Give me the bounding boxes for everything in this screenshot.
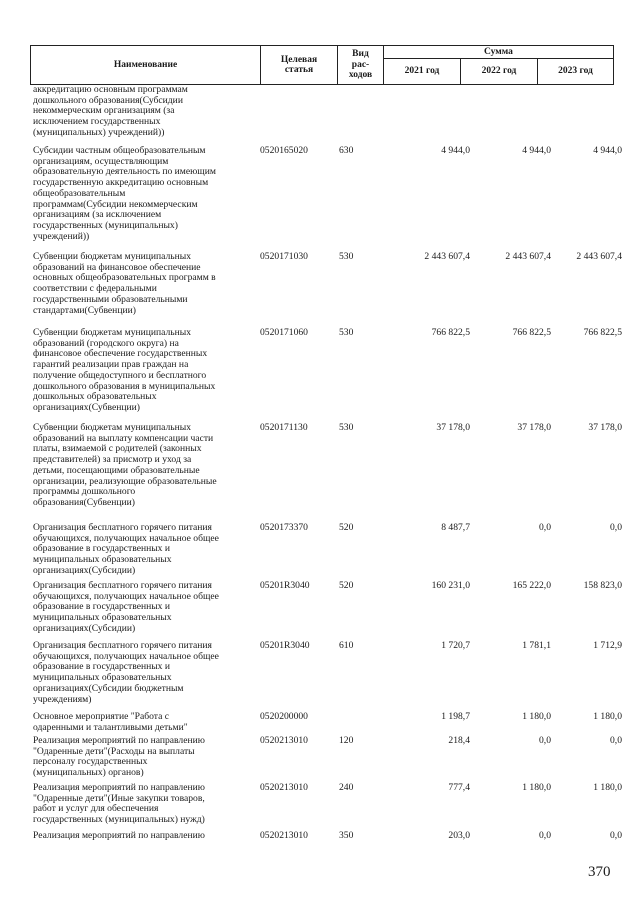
- row-code: 05201R3040: [260, 640, 310, 651]
- row-2022: 1 781,1: [522, 640, 551, 651]
- row-2021: 8 487,7: [441, 522, 470, 533]
- header-target-article: Целевая статья: [260, 45, 338, 85]
- row-2023: 37 178,0: [588, 422, 622, 433]
- row-name: Организация бесплатного горячего питания обучающихся, получающих начальное общее образование в государственных и муниципальных образовательных организациях(Субсидии бюджетным учреждениям): [33, 640, 219, 705]
- row-2022: 0,0: [539, 522, 551, 533]
- row-kind: 610: [339, 640, 354, 651]
- row-kind: 120: [339, 735, 354, 746]
- row-code: 0520200000: [260, 711, 308, 722]
- row-name: Реализация мероприятий по направлению "Одаренные дети"(Расходы на выплаты персоналу государственных (муниципальных) органов): [33, 735, 205, 779]
- row-2023: 1 180,0: [593, 711, 622, 722]
- row-code: 05201R3040: [260, 580, 310, 591]
- table-row: [30, 422, 622, 523]
- table-row: [30, 735, 622, 783]
- row-2021: 777,4: [448, 782, 470, 793]
- row-code: 0520213010: [260, 830, 308, 841]
- row-2022: 1 180,0: [522, 782, 551, 793]
- row-2023: 766 822,5: [583, 327, 622, 338]
- row-name: Организация бесплатного горячего питания обучающихся, получающих начальное общее образование в государственных и муниципальных образовательных организациях(Субсидии): [33, 522, 219, 576]
- row-name: Реализация мероприятий по направлению: [33, 830, 205, 841]
- header-2023: 2023 год: [537, 58, 614, 85]
- table-row: [30, 251, 622, 328]
- row-2022: 4 944,0: [522, 145, 551, 156]
- row-name: Субвенции бюджетам муниципальных образований (городского округа) на финансовое обеспечение государственных гарантий реализации прав граждан на получение общедоступного и бесплатного дошкольного образования в муниципальных дошкольных образовательных организациях(Субвенции): [33, 327, 216, 413]
- table-row: [30, 327, 622, 423]
- row-kind: 530: [339, 327, 354, 338]
- row-code: 0520213010: [260, 735, 308, 746]
- row-2022: 2 443 607,4: [505, 251, 551, 262]
- row-kind: 240: [339, 782, 354, 793]
- row-code: 0520171130: [260, 422, 308, 433]
- header-2022: 2022 год: [460, 58, 538, 85]
- header-name: Наименование: [30, 45, 261, 85]
- row-code: 0520171030: [260, 251, 308, 262]
- row-2023: 0,0: [610, 522, 622, 533]
- row-2023: 0,0: [610, 830, 622, 841]
- row-kind: 530: [339, 251, 354, 262]
- row-name: Организация бесплатного горячего питания обучающихся, получающих начальное общее образование в государственных и муниципальных образовательных организациях(Субсидии): [33, 580, 219, 634]
- row-2022: 766 822,5: [512, 327, 551, 338]
- row-2021: 1 198,7: [441, 711, 470, 722]
- row-kind: 520: [339, 580, 354, 591]
- row-code: 0520213010: [260, 782, 308, 793]
- table-row: [30, 580, 622, 641]
- row-2021: 160 231,0: [431, 580, 470, 591]
- row-2022: 165 222,0: [512, 580, 551, 591]
- row-kind: 350: [339, 830, 354, 841]
- table-row: [30, 85, 614, 146]
- row-2021: 2 443 607,4: [424, 251, 470, 262]
- row-2021: 766 822,5: [431, 327, 470, 338]
- row-2022: 0,0: [539, 735, 551, 746]
- row-name: Субвенции бюджетам муниципальных образований на выплату компенсации части платы, взимаемой с родителей (законных представителей) за присмотр и уход за детьми, посещающими образовательные организации, реализующие образовательные программы дошкольного образования(Субвенции): [33, 422, 217, 508]
- row-kind: 630: [339, 145, 354, 156]
- row-kind: 520: [339, 522, 354, 533]
- row-2021: 37 178,0: [436, 422, 470, 433]
- row-2022: 37 178,0: [517, 422, 551, 433]
- row-name: Реализация мероприятий по направлению "Одаренные дети"(Иные закупки товаров, работ и услуг для обеспечения государственных (муниципальных) нужд): [33, 782, 205, 826]
- row-code: 0520171060: [260, 327, 308, 338]
- row-2023: 158 823,0: [583, 580, 622, 591]
- row-2021: 4 944,0: [441, 145, 470, 156]
- row-2021: 218,4: [448, 735, 470, 746]
- row-2022: 1 180,0: [522, 711, 551, 722]
- row-2022: 0,0: [539, 830, 551, 841]
- row-2023: 0,0: [610, 735, 622, 746]
- row-code: 0520173370: [260, 522, 308, 533]
- row-2023: 2 443 607,4: [576, 251, 622, 262]
- row-name: аккредитацию основным программам дошкольного образования(Субсидии некоммерческим организациям (за исключением государственных (муниципальных) учреждений)): [33, 84, 188, 138]
- row-kind: 530: [339, 422, 354, 433]
- header-2021: 2021 год: [383, 58, 461, 85]
- row-2023: 1 180,0: [593, 782, 622, 793]
- table-header: [30, 45, 614, 85]
- row-2023: 4 944,0: [593, 145, 622, 156]
- table-row: [30, 782, 622, 831]
- row-code: 0520165020: [260, 145, 308, 156]
- table-body: [30, 84, 622, 845]
- header-expense-type: Вид рас- ходов: [337, 45, 384, 85]
- header-sum: Сумма: [383, 45, 614, 59]
- table-row: [30, 145, 622, 252]
- table-row: [30, 711, 622, 736]
- row-name: Субвенции бюджетам муниципальных образований на финансовое обеспечение основных общеобразовательных программ в соответствии с федеральными государственными образовательными стандартами(Субвенции): [33, 251, 216, 316]
- row-name: Основное мероприятие "Работа с одаренными и талантливыми детьми": [33, 711, 188, 733]
- table-row: [30, 640, 622, 712]
- row-name: Субсидии частным общеобразовательным организациям, осуществляющим образовательную деятельность по имеющим государственную аккредитацию основным общеобразовательным программам(Субсидии некоммерческим организациям (за исключением государственных (муниципальных) учреждений)): [33, 145, 216, 242]
- page-number: 370: [588, 864, 611, 880]
- row-2021: 1 720,7: [441, 640, 470, 651]
- row-2023: 1 712,9: [593, 640, 622, 651]
- table-row: [30, 830, 622, 845]
- row-2021: 203,0: [448, 830, 470, 841]
- table-row: [30, 522, 622, 581]
